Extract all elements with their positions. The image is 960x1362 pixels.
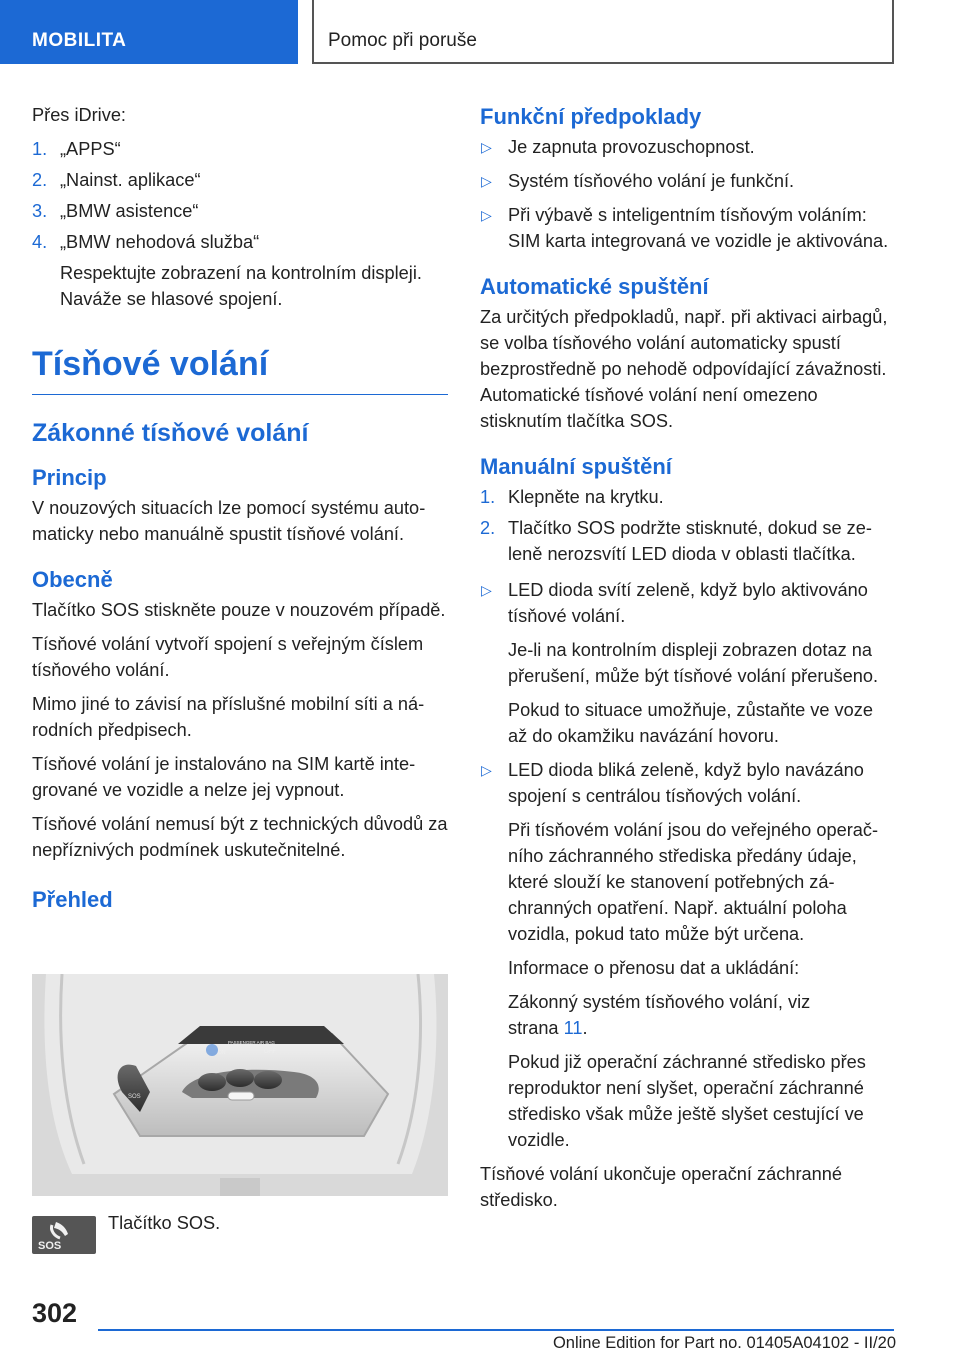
list-item [480,168,896,194]
list-item [480,515,896,567]
left-column [32,102,448,917]
sos-icon [32,1216,96,1254]
list-item [480,134,896,160]
princip-heading: Princip [32,465,107,490]
bullet-text: LED dioda bliká zeleně, když bylo navázáno spojení s centrálou tísňových volání. [508,760,864,806]
figure-caption: Tlačítko SOS. [108,1213,221,1233]
console-illustration [32,974,448,1196]
idrive-intro: Přes iDrive: [32,105,126,125]
list-item [480,757,896,809]
step-number: 3. [32,201,48,221]
step-text: „BMW nehodová služba“ [60,232,260,252]
triangle-bullet-icon: ▷ [481,582,492,598]
right-column [480,102,896,1221]
triangle-bullet-icon: ▷ [481,139,492,155]
list-item [32,229,448,255]
airbag-on-label: ON [218,1050,226,1056]
bullet-text: Je zapnuta provozuschopnost. [508,137,755,157]
step-note: Respektujte zobrazení na kontrolním displeji. [60,263,422,283]
paragraph: Tísňové volání vytvoří spojení s veřejným číslem tísňového volání. [32,634,424,680]
obecne-heading: Obecně [32,567,113,592]
section-heading: Zákonné tísňové volání [32,419,309,447]
list-item [32,136,448,162]
step-text: Klepněte na krytku. [508,487,664,507]
bullet-text: Systém tísňového volání je funkční. [508,171,795,191]
note: Pokud to situace umožňuje, zůstaňte ve voze až do okamžiku navázání hovoru. [508,700,873,746]
airbag-off-label: OFF [264,1049,276,1055]
prehled-heading: Přehled [32,887,113,912]
auto-text: Za určitých předpokladů, např. při aktivaci airbagů, se volba tísňového volání automaticky spustí bezprostředně po nehodě odpovídající závažnosti. Automatické tísňové volání není omezeno stisknutím tlačítka SOS. [480,307,888,431]
footer-divider [98,1329,894,1331]
triangle-bullet-icon: ▷ [481,173,492,189]
triangle-bullet-icon: ▷ [481,762,492,778]
auto-heading: Automatické spuštění [480,274,709,299]
manual-heading: Manuální spuštění [480,454,672,479]
paragraph: Tísňové volání je instalováno na SIM kartě integrované ve vozidle a nelze jej vypnout. [32,754,416,800]
step-text: „Nainst. aplikace“ [60,170,201,190]
sos-icon-label: SOS [38,1240,62,1252]
note-text: Zákonný systém tísňového volání, viz [508,992,811,1012]
note: Informace o přenosu dat a ukládání: [508,958,800,978]
step-text: „APPS“ [60,139,121,159]
chapter-heading: Tísňové volání [32,342,448,395]
airbag-passenger-label: PASSENGER AIR BAG [228,1040,275,1045]
paragraph: Tlačítko SOS stiskněte pouze v nouzovém případě. [32,600,446,620]
closing-text: Tísňové volání ukončuje operační záchranné středisko. [480,1164,842,1210]
cross-reference [480,989,896,1041]
step-number: 4. [32,232,48,252]
list-item [32,167,448,193]
step-number: 1. [32,139,48,159]
strana-label: strana [508,1018,559,1038]
list-item [480,484,896,510]
note: Pokud již operační záchranné středisko přes reproduktor není slyšet, operační záchranné středisko však může ještě slyšet cestující ve vozidle. [508,1052,866,1150]
note: Je-li na kontrolním displeji zobrazen dotaz na přerušení, může být tísňové volání přerušeno. [508,640,879,686]
step-note: Naváže se hlasové spojení. [60,289,283,309]
princip-text: V nouzových situacích lze pomocí systému automaticky nebo manuálně spustit tísňové volání. [32,498,426,544]
edition-footer: Online Edition for Part no. 01405A04102 - II/20 [552,1334,896,1352]
paragraph: Tísňové volání nemusí být z technických důvodů za nepříznivých podmínek uskutečnitelné. [32,814,448,860]
sos-button-label: SOS [128,1094,141,1100]
bullet-text: LED dioda svítí zeleně, když bylo aktivováno tísňové volání. [508,580,868,626]
list-item [480,202,896,254]
chapter-tab: MOBILITA [0,0,298,64]
sos-console-photo [32,974,448,1196]
paragraph: Mimo jiné to závisí na příslušné mobilní síti a národních předpisech. [32,694,425,740]
page-link[interactable]: 11 [563,1018,583,1038]
period: . [582,1018,588,1038]
list-item [480,577,896,629]
list-item [32,198,448,224]
bullet-text: Při výbavě s inteligentním tísňovým voláním: SIM karta integrovaná ve vozidle je aktivována. [508,205,889,251]
step-text: „BMW asistence“ [60,201,199,221]
step-text: Tlačítko SOS podržte stisknuté, dokud se zeleně nerozsvítí LED dioda v oblasti tlačítka. [508,518,872,564]
funkcni-heading: Funkční předpoklady [480,104,702,129]
step-number: 2. [32,170,48,190]
triangle-bullet-icon: ▷ [481,207,492,223]
page-number: 302 [32,1298,78,1328]
step-number: 2. [480,518,496,538]
section-title: Pomoc při poruše [312,0,894,64]
step-number: 1. [480,487,496,507]
note: Při tísňovém volání jsou do veřejného operačního záchranného střediska předány údaje, které slouží ke stanovení potřebných záchranných opatření. Např. aktuální poloha vozidla, pokud tato může být určena. [508,820,879,944]
